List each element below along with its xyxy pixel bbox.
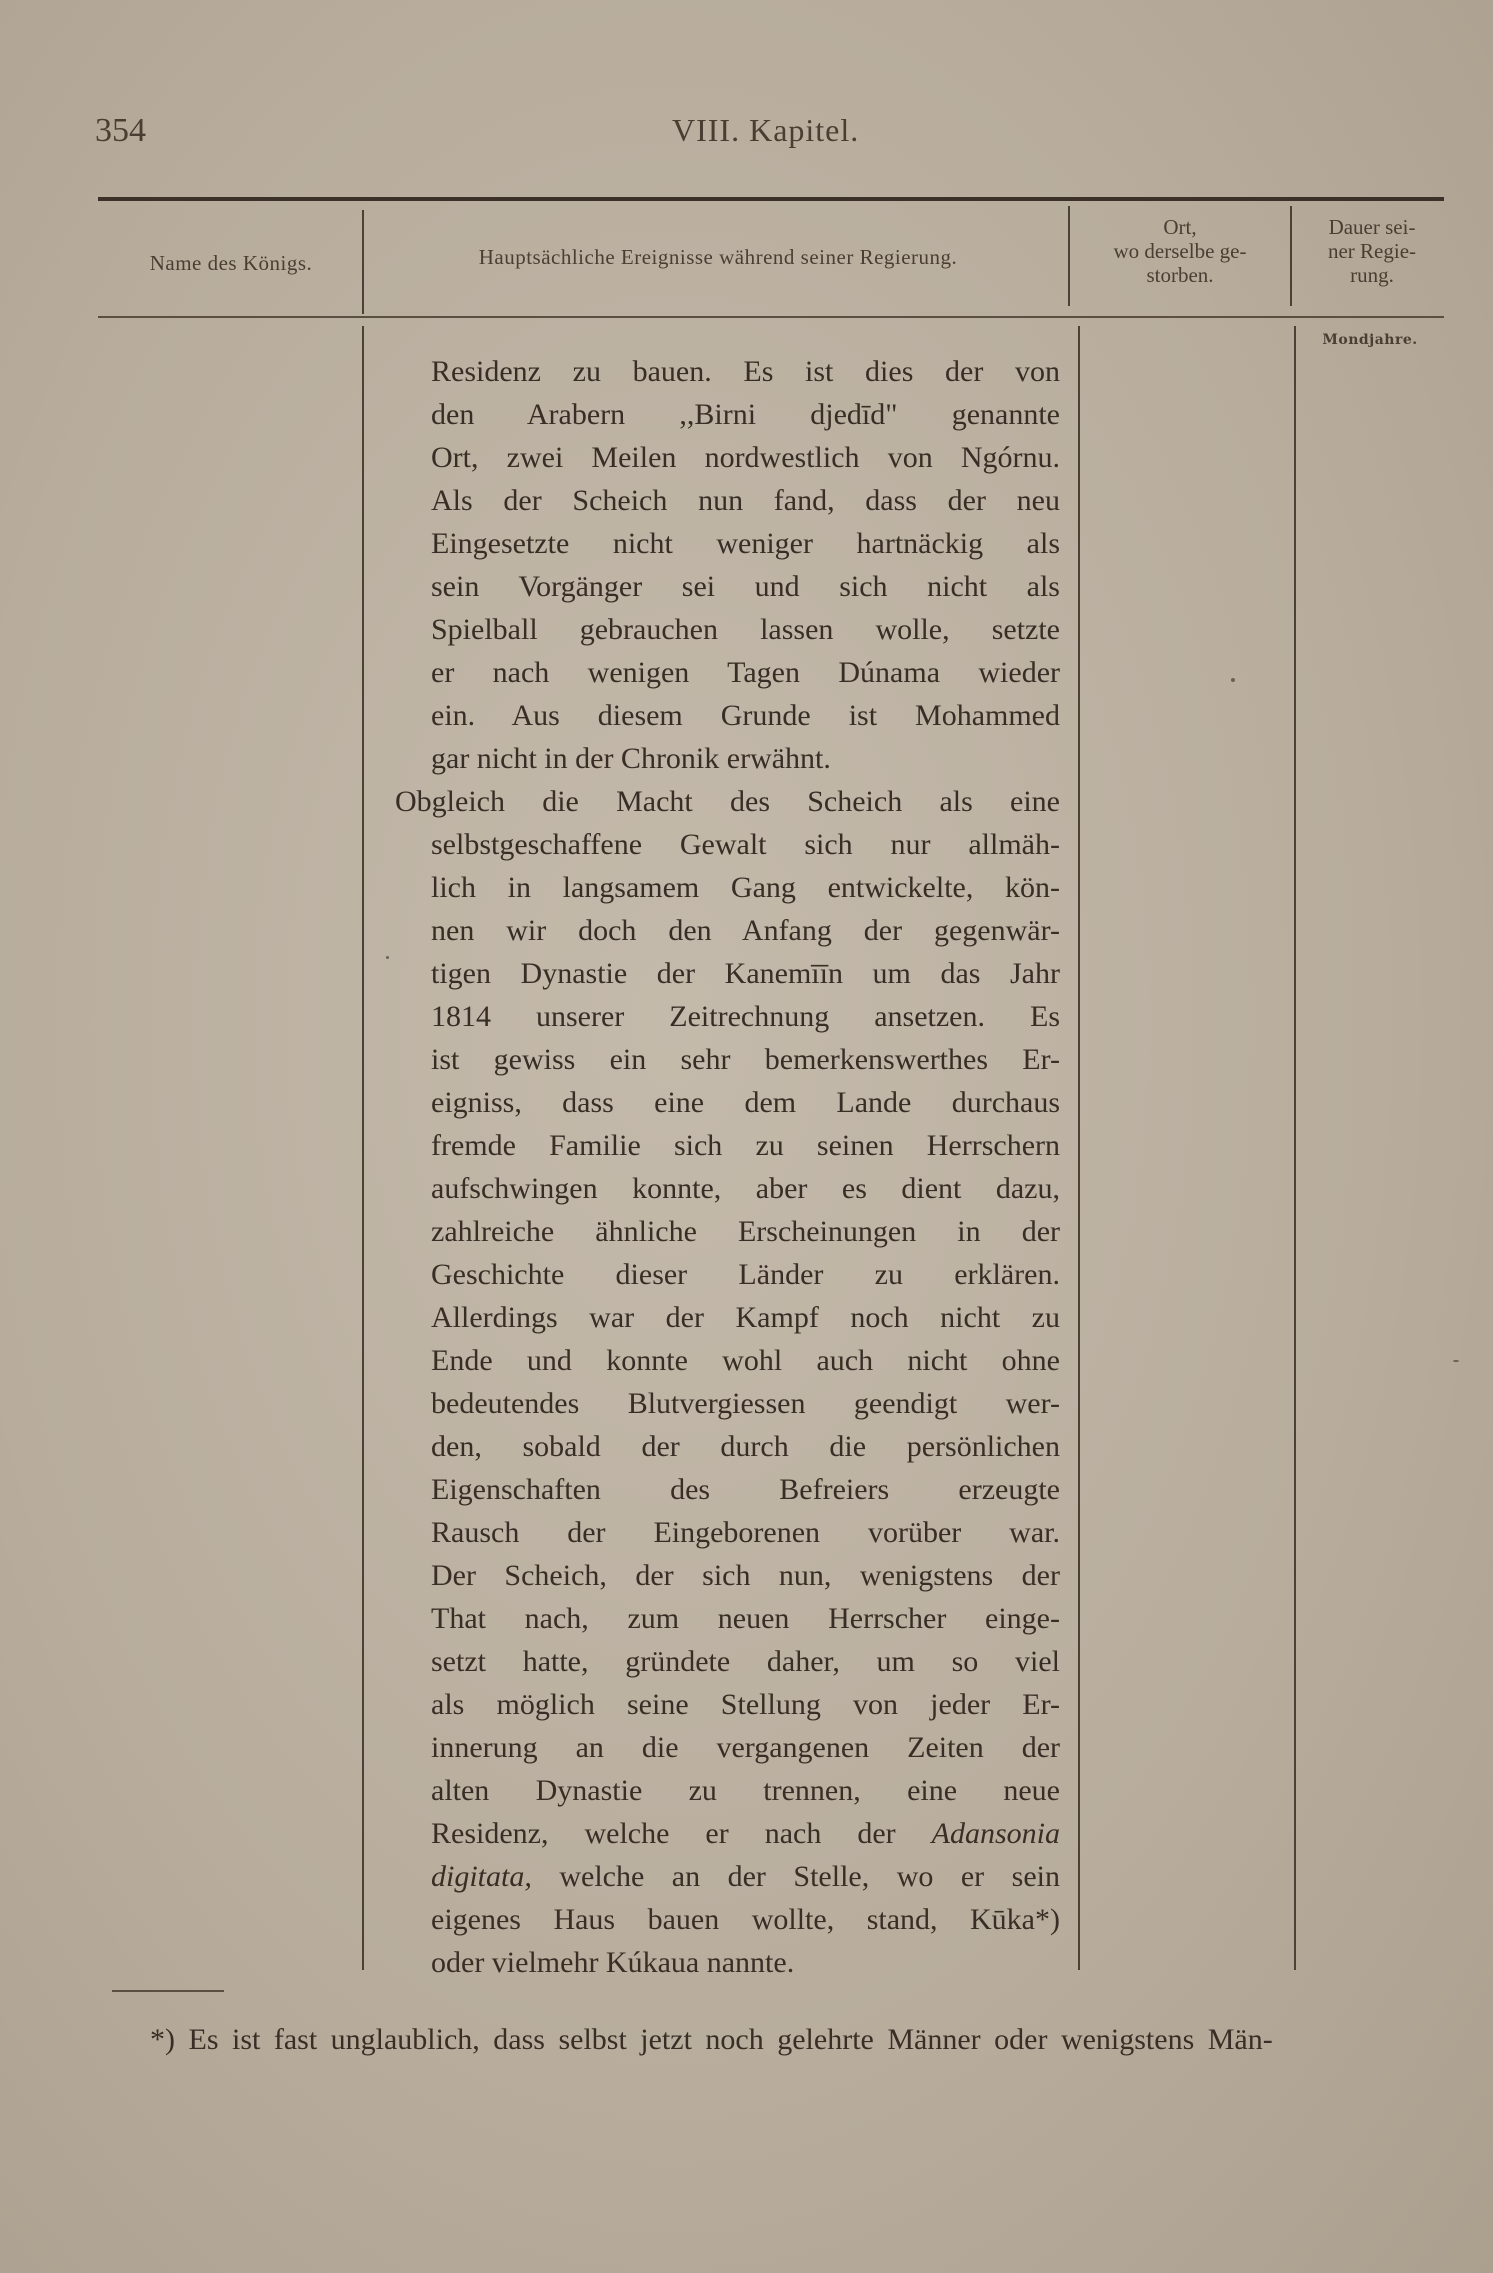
running-head: VIII. Kapitel.: [672, 112, 860, 148]
header-place-of-death: [1070, 215, 1290, 287]
body-line: alten Dynastie zu trennen, eine neue: [431, 1774, 1060, 1807]
footnote: *) Es ist fast unglaublich, dass selbst jetzt noch gelehrte Männer oder wenigstens Män-: [150, 2023, 1273, 2056]
header-duration-line-1: Dauer sei-: [1328, 215, 1416, 239]
body-line: Residenz, welche er nach der Adansonia: [431, 1817, 1060, 1850]
header-events: Hauptsächliche Ereignisse während seiner Regierung.: [478, 245, 958, 269]
body-line: zahlreiche ähnliche Erscheinungen in der: [431, 1215, 1060, 1248]
table-top-rule: [98, 197, 1444, 201]
body-line: den Arabern ,,Birni djedīd" genannte: [431, 398, 1060, 431]
body-line: ein. Aus diesem Grunde ist Mohammed: [431, 699, 1060, 732]
body-line: Spielball gebrauchen lassen wolle, setzte: [431, 613, 1060, 646]
body-line: lich in langsamem Gang entwickelte, kön-: [431, 871, 1060, 904]
body-line: selbstgeschaffene Gewalt sich nur allmäh-: [431, 828, 1060, 861]
body-line: oder vielmehr Kúkaua nannte.: [431, 1946, 795, 1979]
body-line: 1814 unserer Zeitrechnung ansetzen. Es: [431, 1000, 1060, 1033]
header-duration-line-2: ner Regie-: [1327, 239, 1417, 263]
print-speck: [1231, 678, 1235, 682]
duration-unit-label: Mondjahre.: [1322, 332, 1418, 348]
body-line: ist gewiss ein sehr bemerkenswerthes Er-: [431, 1043, 1060, 1076]
body-line: Obgleich die Macht des Scheich als eine: [395, 785, 1060, 818]
body-line: gar nicht in der Chronik erwähnt.: [431, 742, 831, 775]
header-bottom-rule: [98, 316, 1444, 318]
header-king-name: Name des Königs.: [149, 251, 313, 275]
header-reign-duration: [1292, 215, 1452, 287]
body-line: fremde Familie sich zu seinen Herrschern: [431, 1129, 1060, 1162]
body-line: eigniss, dass eine dem Lande durchaus: [431, 1086, 1060, 1119]
header-place-line-1: Ort,: [1163, 215, 1197, 239]
table-bottom-rule: [112, 1990, 224, 1992]
body-line: nen wir doch den Anfang der gegenwär-: [431, 914, 1060, 947]
body-line: Geschichte dieser Länder zu erklären.: [431, 1258, 1060, 1291]
print-speck: [1453, 1360, 1459, 1362]
body-line: den, sobald der durch die persönlichen: [431, 1430, 1060, 1463]
body-line: sein Vorgänger sei und sich nicht als: [431, 570, 1060, 603]
header-place-line-3: storben.: [1146, 263, 1214, 287]
body-line: eigenes Haus bauen wollte, stand, Kūka*): [431, 1903, 1060, 1936]
body-line: Eigenschaften des Befreiers erzeugte: [431, 1473, 1060, 1506]
body-line: Der Scheich, der sich nun, wenigstens der: [431, 1559, 1060, 1592]
body-line: er nach wenigen Tagen Dúnama wieder: [431, 656, 1060, 689]
body-line: aufschwingen konnte, aber es dient dazu,: [431, 1172, 1060, 1205]
page-number: 354: [95, 112, 146, 149]
body-line: Rausch der Eingeborenen vorüber war.: [431, 1516, 1060, 1549]
body-divider-1: [362, 326, 364, 1970]
body-line: Ort, zwei Meilen nordwestlich von Ngórnu.: [431, 441, 1060, 474]
body-line: Als der Scheich nun fand, dass der neu: [431, 484, 1060, 517]
body-line: digitata, welche an der Stelle, wo er sein: [431, 1860, 1060, 1893]
body-line: setzt hatte, gründete daher, um so viel: [431, 1645, 1060, 1678]
body-line: innerung an die vergangenen Zeiten der: [431, 1731, 1060, 1764]
body-line: Allerdings war der Kampf noch nicht zu: [431, 1301, 1060, 1334]
header-duration-line-3: rung.: [1350, 263, 1394, 287]
body-line: als möglich seine Stellung von jeder Er-: [431, 1688, 1060, 1721]
body-line: Residenz zu bauen. Es ist dies der von: [431, 355, 1060, 388]
body-line: That nach, zum neuen Herrscher einge-: [431, 1602, 1060, 1635]
body-divider-3: [1294, 326, 1296, 1970]
body-divider-2: [1078, 326, 1080, 1970]
body-line: Ende und konnte wohl auch nicht ohne: [431, 1344, 1060, 1377]
events-body-text: [395, 350, 1060, 1984]
print-speck: [386, 956, 389, 959]
header-divider-1: [362, 210, 364, 314]
body-line: Eingesetzte nicht weniger hartnäckig als: [431, 527, 1060, 560]
header-place-line-2: wo derselbe ge-: [1113, 239, 1247, 263]
body-line: bedeutendes Blutvergiessen geendigt wer-: [431, 1387, 1060, 1420]
body-line: tigen Dynastie der Kanemīīn um das Jahr: [431, 957, 1060, 990]
